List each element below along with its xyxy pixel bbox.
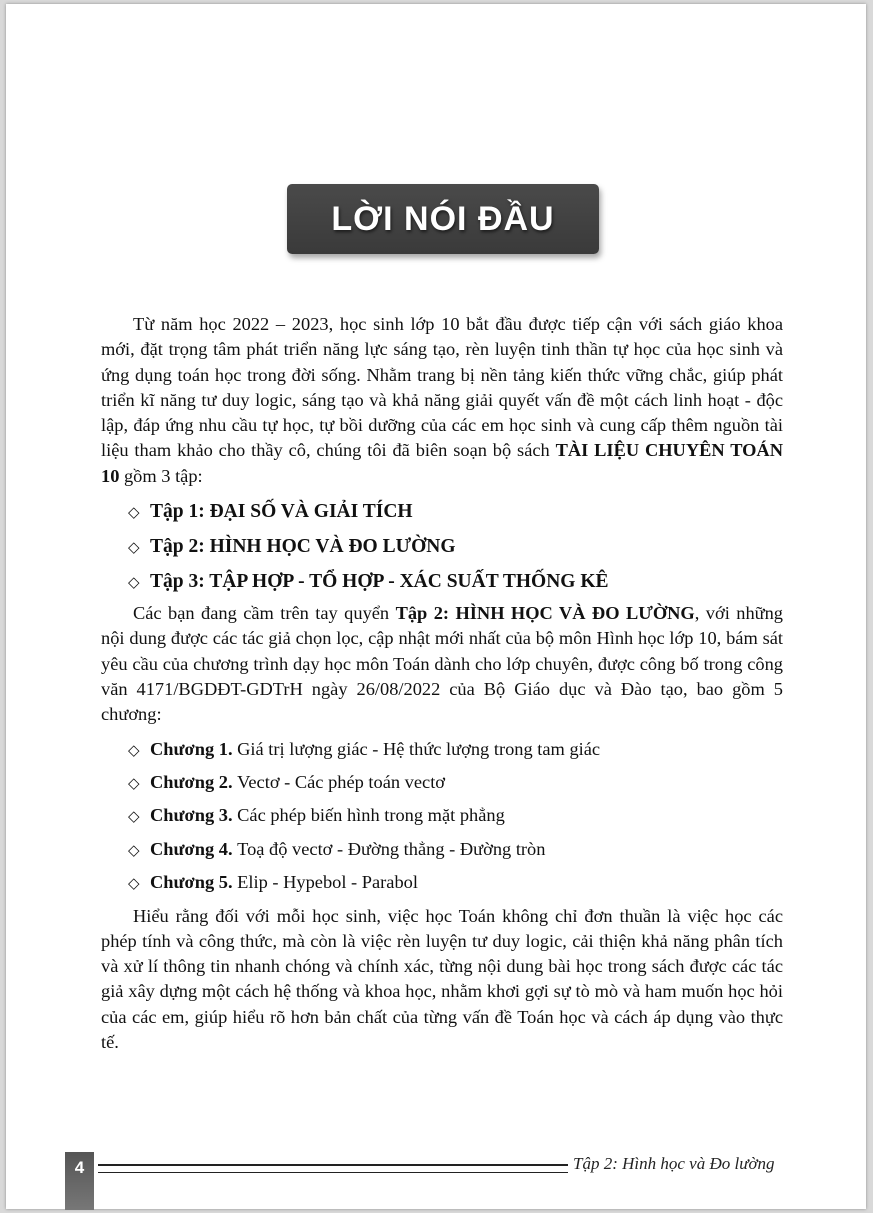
chapter-title: Các phép biến hình trong mặt phẳng <box>237 805 505 826</box>
chapter-title: Vectơ - Các phép toán vectơ <box>237 771 446 792</box>
list-item <box>128 866 783 899</box>
page-number: 4 <box>74 1158 85 1177</box>
volume-title: Tập 2: HÌNH HỌC VÀ ĐO LƯỜNG <box>150 536 456 558</box>
volume-title: Tập 3: TẬP HỢP - TỔ HỢP - XÁC SUẤT THỐNG KÊ <box>150 571 609 593</box>
diamond-dot-icon: ◇ <box>128 842 140 859</box>
diamond-dot-icon: ◇ <box>128 809 140 826</box>
intro-tail: gồm 3 tập: <box>119 465 203 486</box>
list-item <box>128 564 783 599</box>
second-text-before: Các bạn đang cầm trên tay quyển <box>133 603 396 624</box>
second-paragraph <box>101 601 783 727</box>
diamond-dot-icon: ◇ <box>128 742 140 759</box>
chapter-label: Chương 3. <box>150 805 233 826</box>
chapter-title: Toạ độ vectơ - Đường thẳng - Đường tròn <box>237 838 546 859</box>
diamond-dot-icon: ◇ <box>128 876 140 893</box>
chapter-label: Chương 2. <box>150 771 233 792</box>
diamond-dot-icon: ◇ <box>128 540 140 557</box>
diamond-dot-icon: ◇ <box>128 775 140 792</box>
closing-paragraph: Hiểu rằng đối với mỗi học sinh, việc học Toán không chỉ đơn thuần là việc học các phép tính và công thức, mà còn là việc rèn luyện tư duy logic, cải thiện khả năng phân tích và xử lí thông tin nhanh chóng và chính xác, từng nội dung bài học trong sách được các tác giả xây dựng một cách hệ thống và khoa học, nhằm khơi gợi sự tò mò và ham muốn học hỏi của các em, giúp hiểu rõ hơn bản chất của từng vấn đề Toán học và cách áp dụng vào thực tế. <box>101 905 783 1052</box>
chapter-list <box>101 733 783 900</box>
book-name: TÀI LIỆU CHUYÊN TOÁN 10 <box>101 440 783 486</box>
chapter-title: Elip - Hypebol - Parabol <box>237 872 418 893</box>
footer-rule <box>98 1164 568 1173</box>
diamond-dot-icon: ◇ <box>128 575 140 592</box>
document-page <box>6 4 866 1209</box>
second-text-after: , với những nội dung được các tác giả chọn lọc, cập nhật mới nhất của bộ môn Hình học lớp 10, bám sát yêu cầu của chương trình dạy học môn Toán dành cho lớp chuyên, được công bố trong công văn 4171/BGDĐT-GDTrH ngày 26/08/2022 của Bộ Giáo dục và Đào tạo, bao gồm 5 chương: <box>101 603 783 725</box>
volume-title: Tập 1: ĐẠI SỐ VÀ GIẢI TÍCH <box>150 501 413 523</box>
list-item <box>128 494 783 529</box>
chapter-label: Chương 4. <box>150 838 233 859</box>
page-footer <box>65 1152 785 1210</box>
chapter-title: Giá trị lượng giác - Hệ thức lượng trong tam giác <box>237 738 601 759</box>
page-number-tab <box>65 1152 94 1210</box>
intro-paragraph <box>101 312 783 489</box>
heading-banner <box>287 184 599 254</box>
list-item <box>128 799 783 832</box>
intro-text: Từ năm học 2022 – 2023, học sinh lớp 10 bắt đầu được tiếp cận với sách giáo khoa mới, đặt trọng tâm phát triển năng lực sáng tạo, rèn luyện tinh thần tự học của học sinh và ứng dụng toán học trong đời sống. Nhằm trang bị nền tảng kiến thức vững chắc, giúp phát triển kĩ năng tư duy logic, sáng tạo và khả năng giải quyết vấn đề một cách linh hoạt - độc lập, đáp ứng nhu cầu tự học, tự bồi dưỡng của các em học sinh và cung cấp thêm nguồn tài liệu tham khảo cho thầy cô, chúng tôi đã biên soạn bộ sách <box>101 314 783 461</box>
list-item <box>128 529 783 564</box>
page-title: LỜI NÓI ĐẦU <box>331 199 555 238</box>
list-item <box>128 766 783 799</box>
chapter-label: Chương 5. <box>150 872 233 893</box>
volume-name: Tập 2: HÌNH HỌC VÀ ĐO LƯỜNG <box>395 603 695 624</box>
running-title: Tập 2: Hình học và Đo lường <box>573 1154 775 1173</box>
diamond-dot-icon: ◇ <box>128 505 140 522</box>
chapter-label: Chương 1. <box>150 738 233 759</box>
volume-list <box>101 494 783 599</box>
list-item <box>128 833 783 866</box>
body-text <box>101 312 783 1055</box>
list-item <box>128 733 783 766</box>
